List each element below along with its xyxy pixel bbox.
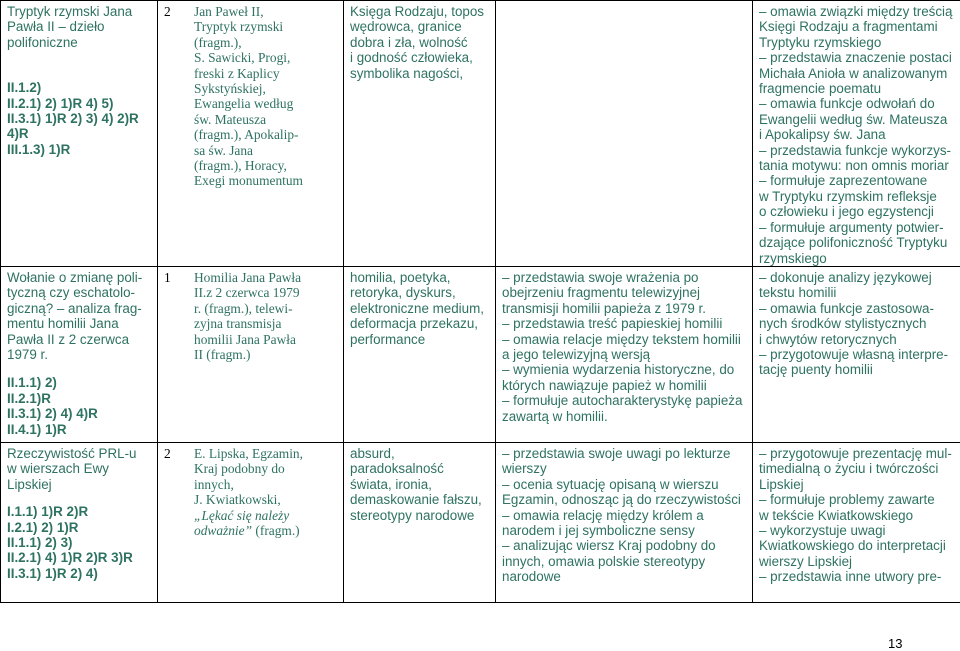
concept-line: wędrowca, granice bbox=[350, 19, 462, 35]
requirement-line: – ocenia sytuację opisaną w wierszu bbox=[502, 477, 746, 492]
topic-title bbox=[7, 446, 151, 492]
concepts-cell bbox=[344, 442, 496, 602]
title-line: tyczną czy eschatolo- bbox=[7, 285, 136, 301]
text-line: II (fragm.) bbox=[194, 346, 251, 362]
requirement-line: – wymienia wydarzenia historyczne, do bbox=[502, 362, 746, 377]
text-line: Ewangelia według bbox=[194, 96, 294, 112]
basic-requirements-cell bbox=[496, 1, 753, 267]
concept-line: homilia, poetyka, bbox=[350, 269, 451, 285]
code-line: II.2.1) 4) 1)R 2)R 3)R bbox=[7, 550, 133, 566]
requirement-line: w Tryptyku rzymskim refleksje bbox=[759, 188, 937, 204]
requirement-line: – omawia relacje między tekstem homilii bbox=[502, 332, 746, 347]
concept-line: retoryka, dyskurs, bbox=[350, 285, 456, 301]
title-line: Pawła II z 2 czerwca bbox=[7, 331, 130, 347]
table-row bbox=[1, 266, 960, 442]
requirement-line: fragmencie poematu bbox=[759, 81, 882, 97]
requirement-codes bbox=[7, 375, 151, 437]
extended-requirements-cell bbox=[753, 442, 960, 602]
requirement-line: i chwytów retorycznych bbox=[759, 331, 897, 347]
text-line: św. Mateusza bbox=[194, 111, 267, 127]
requirement-line: narodem i jej symboliczne sensy bbox=[502, 522, 695, 538]
code-line: 4)R bbox=[7, 126, 29, 142]
text-line: II.z 2 czerwca 1979 bbox=[194, 285, 300, 301]
hours-count: 1 bbox=[164, 269, 171, 285]
title-line: mentu homilii Jana bbox=[7, 316, 119, 332]
requirement-line: tania motywu: non omnis moriar bbox=[759, 158, 949, 174]
requirement-line: o człowieku i jego egzystencji bbox=[759, 204, 934, 220]
text-line: E. Lipska, Egzamin, bbox=[194, 445, 303, 461]
fragment-note: (fragm.) bbox=[255, 522, 300, 538]
text-line: Kraj podobny do bbox=[194, 461, 285, 477]
text-line: J. Kwiatkowski, bbox=[194, 492, 281, 508]
code-line: II.1.1) 2) 3) bbox=[7, 534, 73, 550]
requirement-line: rzymskiego bbox=[759, 250, 827, 266]
text-line: zyjna transmisja bbox=[194, 316, 282, 332]
requirement-line: tekstu homilii bbox=[759, 285, 837, 301]
requirement-codes bbox=[7, 504, 151, 581]
concept-line: dobra i zła, wolność bbox=[350, 34, 468, 50]
requirement-line: Michała Anioła w analizowanym bbox=[759, 65, 948, 81]
title-line: 1979 r. bbox=[7, 346, 48, 362]
requirement-line: – przygotowuje własną interpre- bbox=[759, 347, 954, 362]
text-line: homilii Jana Pawła bbox=[194, 331, 296, 347]
code-line: I.2.1) 2) 1)R bbox=[7, 519, 79, 535]
text-line: Tryptyk rzymski bbox=[194, 19, 284, 35]
requirement-line: Tryptyku rzymskiego bbox=[759, 34, 882, 50]
requirement-line: nych środków stylistycznych bbox=[759, 316, 927, 332]
requirement-line: – przedstawia funkcje wykorzys- bbox=[759, 143, 954, 158]
basic-requirements-cell bbox=[496, 266, 753, 442]
requirement-line: – przedstawia swoje wrażenia po bbox=[502, 270, 746, 285]
requirement-line: – omawia relację między królem a bbox=[502, 508, 746, 523]
text-line: (fragm.), bbox=[194, 34, 242, 50]
text-line: innych, bbox=[194, 476, 234, 492]
code-line: II.1.1) 2) bbox=[7, 375, 57, 391]
title-line: w wierszach Ewy bbox=[7, 461, 109, 477]
code-line: II.3.1) 2) 4) 4)R bbox=[7, 406, 98, 422]
concept-line: symbolika nagości, bbox=[350, 65, 464, 81]
code-line: II.3.1) 1)R 2) 4) bbox=[7, 565, 98, 581]
requirement-codes bbox=[7, 80, 151, 157]
requirement-line: – formułuje problemy zawarte bbox=[759, 492, 954, 507]
hours-text-cell bbox=[158, 266, 344, 442]
concept-line: świata, ironia, bbox=[350, 476, 432, 492]
extended-requirements-cell bbox=[753, 1, 960, 267]
requirement-line: zawartą w homilii. bbox=[502, 408, 608, 424]
concept-line: elektroniczne medium, bbox=[350, 300, 484, 316]
code-line: II.4.1) 1)R bbox=[7, 421, 67, 437]
concept-line: demaskowanie fałszu, bbox=[350, 492, 482, 508]
requirement-line: – omawia związki między treścią bbox=[759, 4, 954, 19]
text-list bbox=[194, 4, 337, 189]
hours-count: 2 bbox=[164, 445, 171, 461]
requirement-line: – wykorzystuje uwagi bbox=[759, 523, 954, 538]
requirement-line: których nawiązuje papież w homilii bbox=[502, 377, 707, 393]
requirement-line: – analizując wiersz Kraj podobny do bbox=[502, 538, 746, 553]
code-line: II.2.1) 2) 1)R 4) 5) bbox=[7, 95, 114, 111]
requirement-line: w tekście Kwiatkowskiego bbox=[759, 507, 914, 523]
code-line: I.1.1) 1)R 2)R bbox=[7, 504, 89, 520]
code-line: II.3.1) 1)R 2) 3) 4) 2)R bbox=[7, 111, 139, 127]
text-line: Homilia Jana Pawła bbox=[194, 269, 302, 285]
concept-line: Księga Rodzaju, topos bbox=[350, 4, 484, 19]
requirement-line: – przygotowuje prezentację mul- bbox=[759, 446, 954, 461]
text-list bbox=[194, 446, 337, 538]
topic-title: Tryptyk rzymski Jana Pawła II – dzieło polifoniczne bbox=[7, 4, 133, 50]
requirement-line: – przedstawia treść papieskiej homilii bbox=[502, 316, 746, 331]
requirement-line: Egzamin, odnosząc ją do rzeczywistości bbox=[502, 492, 741, 508]
topic-cell bbox=[1, 1, 158, 267]
title-line: Wołanie o zmianę poli- bbox=[7, 269, 143, 285]
concept-line: absurd, paradoksalność bbox=[350, 445, 444, 477]
text-line: r. (fragm.), telewi- bbox=[194, 300, 293, 316]
requirement-line: a jego telewizyjną wersją bbox=[502, 346, 651, 362]
requirement-line: tację puenty homilii bbox=[759, 362, 873, 378]
italic-title: „Lękać się należy odważnie” bbox=[194, 507, 290, 538]
title-line: giczną? – analiza frag- bbox=[7, 300, 142, 316]
basic-requirements-cell bbox=[496, 442, 753, 602]
requirement-line: – omawia funkcje zastosowa- bbox=[759, 301, 954, 316]
concept-line: stereotypy narodowe bbox=[350, 507, 475, 523]
topic-title bbox=[7, 270, 151, 362]
requirement-line: innych, omawia polskie stereotypy bbox=[502, 553, 706, 569]
extended-requirements-cell bbox=[753, 266, 960, 442]
page-number: 13 bbox=[888, 636, 903, 651]
requirement-line: Lipskiej bbox=[759, 476, 804, 492]
requirement-line: wierszy bbox=[502, 461, 547, 477]
requirement-line: dzające polifoniczność Tryptyku bbox=[759, 235, 948, 251]
topic-cell bbox=[1, 266, 158, 442]
text-line: Jan Paweł II, bbox=[194, 4, 264, 19]
text-line: Exegi monumentum bbox=[194, 173, 303, 189]
requirement-line: wierszy Lipskiej bbox=[759, 553, 853, 569]
code-line: II.2.1)R bbox=[7, 390, 51, 406]
requirement-line: i Apokalipsy św. Jana bbox=[759, 127, 886, 143]
text-line: freski z Kaplicy bbox=[194, 65, 280, 81]
requirement-line: – przedstawia inne utwory pre- bbox=[759, 569, 954, 584]
text-line: (fragm.), Horacy, bbox=[194, 158, 287, 174]
text-list bbox=[194, 270, 337, 362]
requirement-line: – omawia funkcje odwołań do bbox=[759, 96, 954, 111]
code-line: III.1.3) 1)R bbox=[7, 141, 71, 157]
code-line: II.1.2) bbox=[7, 80, 42, 96]
requirement-line: Ewangelii według św. Mateusza bbox=[759, 111, 948, 127]
requirement-line: – formułuje zaprezentowane bbox=[759, 173, 954, 188]
hours-text-cell bbox=[158, 1, 344, 267]
requirement-line: narodowe bbox=[502, 569, 561, 585]
concepts-cell bbox=[344, 1, 496, 267]
title-line: Lipskiej bbox=[7, 476, 52, 492]
text-line bbox=[194, 508, 337, 539]
text-line: (fragm.), Apokalip- bbox=[194, 127, 299, 143]
concepts-cell bbox=[344, 266, 496, 442]
text-line: S. Sawicki, Progi, bbox=[194, 50, 291, 66]
requirement-line: – dokonuje analizy językowej bbox=[759, 270, 954, 285]
requirement-line: – formułuje autocharakterystykę papieża bbox=[502, 393, 746, 408]
concept-line: deformacja przekazu, bbox=[350, 316, 479, 332]
concept-line: performance bbox=[350, 331, 426, 347]
text-line: Sykstyńskiej, bbox=[194, 81, 266, 97]
hours-text-cell bbox=[158, 442, 344, 602]
requirement-line: Księgi Rodzaju a fragmentami bbox=[759, 19, 938, 35]
table-row bbox=[1, 1, 960, 267]
topic-cell bbox=[1, 442, 158, 602]
requirement-line: Kwiatkowskiego do interpretacji bbox=[759, 538, 946, 554]
table-row bbox=[1, 442, 960, 602]
requirement-line: – przedstawia znaczenie postaci bbox=[759, 50, 954, 65]
requirement-line: obejrzeniu fragmentu telewizyjnej bbox=[502, 285, 700, 301]
requirement-line: – przedstawia swoje uwagi po lekturze bbox=[502, 446, 746, 461]
text-line: sa św. Jana bbox=[194, 142, 254, 158]
requirement-line: – formułuje argumenty potwier- bbox=[759, 220, 954, 235]
hours-count: 2 bbox=[164, 4, 171, 19]
concept-line: i godność człowieka, bbox=[350, 50, 473, 66]
requirement-line: timedialną o życiu i twórczości bbox=[759, 461, 939, 477]
title-line: Rzeczywistość PRL-u bbox=[7, 445, 137, 461]
requirement-line: transmisji homilii papieża z 1979 r. bbox=[502, 300, 706, 316]
